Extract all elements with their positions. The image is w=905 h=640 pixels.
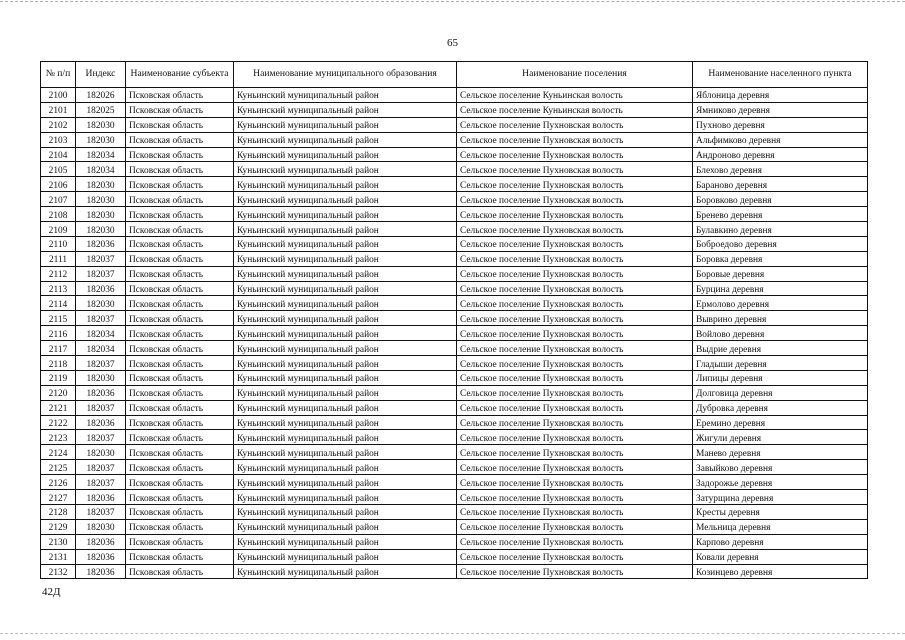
cell-municipality: Куньинский муниципальный район xyxy=(234,296,457,311)
cell-locality: Блехово деревня xyxy=(693,162,868,177)
cell-subject: Псковская область xyxy=(126,177,234,192)
cell-number: 2109 xyxy=(41,222,76,237)
cell-locality: Бренево деревня xyxy=(693,207,868,222)
cell-municipality: Куньинский муниципальный район xyxy=(234,311,457,326)
table-row xyxy=(41,385,868,400)
cell-index: 182037 xyxy=(76,430,126,445)
table-row xyxy=(41,296,868,311)
cell-number: 2100 xyxy=(41,88,76,103)
cell-number: 2124 xyxy=(41,445,76,460)
table-row xyxy=(41,102,868,117)
cell-index: 182034 xyxy=(76,341,126,356)
cell-municipality: Куньинский муниципальный район xyxy=(234,117,457,132)
cell-index: 182030 xyxy=(76,370,126,385)
cell-subject: Псковская область xyxy=(126,236,234,251)
cell-municipality: Куньинский муниципальный район xyxy=(234,370,457,385)
cell-settlement: Сельское поселение Пухновская волость xyxy=(457,341,693,356)
table-row xyxy=(41,475,868,490)
cell-settlement: Сельское поселение Пухновская волость xyxy=(457,311,693,326)
cell-settlement: Сельское поселение Пухновская волость xyxy=(457,147,693,162)
cell-municipality: Куньинский муниципальный район xyxy=(234,460,457,475)
table-row xyxy=(41,564,868,579)
table-row xyxy=(41,132,868,147)
table-row xyxy=(41,207,868,222)
cell-index: 182036 xyxy=(76,281,126,296)
cell-municipality: Куньинский муниципальный район xyxy=(234,564,457,579)
table-row xyxy=(41,356,868,371)
cell-municipality: Куньинский муниципальный район xyxy=(234,445,457,460)
cell-number: 2120 xyxy=(41,385,76,400)
cell-locality: Козинцево деревня xyxy=(693,564,868,579)
cell-subject: Псковская область xyxy=(126,504,234,519)
table-row xyxy=(41,490,868,505)
cell-subject: Псковская область xyxy=(126,132,234,147)
cell-municipality: Куньинский муниципальный район xyxy=(234,222,457,237)
cell-subject: Псковская область xyxy=(126,445,234,460)
cell-municipality: Куньинский муниципальный район xyxy=(234,534,457,549)
table-row xyxy=(41,326,868,341)
cell-number: 2121 xyxy=(41,400,76,415)
cell-subject: Псковская область xyxy=(126,147,234,162)
cell-municipality: Куньинский муниципальный район xyxy=(234,177,457,192)
cell-locality: Пухново деревня xyxy=(693,117,868,132)
cell-settlement: Сельское поселение Пухновская волость xyxy=(457,490,693,505)
cell-settlement: Сельское поселение Пухновская волость xyxy=(457,162,693,177)
cell-subject: Псковская область xyxy=(126,430,234,445)
cell-subject: Псковская область xyxy=(126,117,234,132)
sheet-code: 42Д xyxy=(42,586,61,598)
cell-index: 182030 xyxy=(76,207,126,222)
page-number: 65 xyxy=(447,37,458,49)
cell-municipality: Куньинский муниципальный район xyxy=(234,266,457,281)
cell-settlement: Сельское поселение Пухновская волость xyxy=(457,117,693,132)
cell-subject: Псковская область xyxy=(126,296,234,311)
cell-settlement: Сельское поселение Пухновская волость xyxy=(457,236,693,251)
cell-municipality: Куньинский муниципальный район xyxy=(234,192,457,207)
cell-municipality: Куньинский муниципальный район xyxy=(234,549,457,564)
cell-number: 2114 xyxy=(41,296,76,311)
cell-municipality: Куньинский муниципальный район xyxy=(234,132,457,147)
cell-number: 2106 xyxy=(41,177,76,192)
cell-locality: Дубровка деревня xyxy=(693,400,868,415)
cell-locality: Ермолово деревня xyxy=(693,296,868,311)
table-row xyxy=(41,415,868,430)
table-row xyxy=(41,341,868,356)
cell-locality: Боровка деревня xyxy=(693,251,868,266)
cell-index: 182037 xyxy=(76,266,126,281)
cell-subject: Псковская область xyxy=(126,356,234,371)
cell-subject: Псковская область xyxy=(126,519,234,534)
cell-number: 2132 xyxy=(41,564,76,579)
cell-settlement: Сельское поселение Куньинская волость xyxy=(457,102,693,117)
cell-locality: Задорожье деревня xyxy=(693,475,868,490)
cell-number: 2105 xyxy=(41,162,76,177)
cell-number: 2104 xyxy=(41,147,76,162)
scan-edge-top xyxy=(0,1,905,4)
table-row xyxy=(41,192,868,207)
cell-index: 182030 xyxy=(76,222,126,237)
table-row xyxy=(41,236,868,251)
cell-index: 182036 xyxy=(76,236,126,251)
table-row xyxy=(41,549,868,564)
cell-settlement: Сельское поселение Куньинская волость xyxy=(457,88,693,103)
cell-subject: Псковская область xyxy=(126,564,234,579)
cell-number: 2118 xyxy=(41,356,76,371)
cell-municipality: Куньинский муниципальный район xyxy=(234,236,457,251)
cell-locality: Долговица деревня xyxy=(693,385,868,400)
cell-municipality: Куньинский муниципальный район xyxy=(234,385,457,400)
cell-settlement: Сельское поселение Пухновская волость xyxy=(457,564,693,579)
cell-index: 182030 xyxy=(76,296,126,311)
cell-municipality: Куньинский муниципальный район xyxy=(234,430,457,445)
table-row xyxy=(41,147,868,162)
cell-municipality: Куньинский муниципальный район xyxy=(234,88,457,103)
cell-locality: Яблоница деревня xyxy=(693,88,868,103)
cell-settlement: Сельское поселение Пухновская волость xyxy=(457,460,693,475)
cell-number: 2102 xyxy=(41,117,76,132)
cell-subject: Псковская область xyxy=(126,534,234,549)
table-row xyxy=(41,534,868,549)
cell-locality: Боровые деревня xyxy=(693,266,868,281)
cell-index: 182030 xyxy=(76,132,126,147)
cell-settlement: Сельское поселение Пухновская волость xyxy=(457,222,693,237)
table-header xyxy=(41,62,868,88)
cell-locality: Андроново деревня xyxy=(693,147,868,162)
cell-municipality: Куньинский муниципальный район xyxy=(234,475,457,490)
cell-index: 182030 xyxy=(76,177,126,192)
col-header-locality: Наименование населенного пункта xyxy=(693,62,868,88)
cell-subject: Псковская область xyxy=(126,400,234,415)
cell-number: 2108 xyxy=(41,207,76,222)
cell-municipality: Куньинский муниципальный район xyxy=(234,147,457,162)
table-row xyxy=(41,460,868,475)
cell-locality: Булавкино деревня xyxy=(693,222,868,237)
table-row xyxy=(41,281,868,296)
cell-index: 182036 xyxy=(76,385,126,400)
cell-number: 2119 xyxy=(41,370,76,385)
cell-index: 182036 xyxy=(76,415,126,430)
cell-settlement: Сельское поселение Пухновская волость xyxy=(457,132,693,147)
cell-settlement: Сельское поселение Пухновская волость xyxy=(457,445,693,460)
cell-settlement: Сельское поселение Пухновская волость xyxy=(457,385,693,400)
cell-index: 182036 xyxy=(76,490,126,505)
cell-locality: Бурцина деревня xyxy=(693,281,868,296)
cell-index: 182025 xyxy=(76,102,126,117)
cell-municipality: Куньинский муниципальный район xyxy=(234,415,457,430)
cell-municipality: Куньинский муниципальный район xyxy=(234,356,457,371)
cell-subject: Псковская область xyxy=(126,192,234,207)
cell-subject: Псковская область xyxy=(126,460,234,475)
col-header-municipality: Наименование муниципального образования xyxy=(234,62,457,88)
table-row xyxy=(41,519,868,534)
cell-locality: Войлово деревня xyxy=(693,326,868,341)
table-row xyxy=(41,251,868,266)
cell-subject: Псковская область xyxy=(126,341,234,356)
cell-settlement: Сельское поселение Пухновская волость xyxy=(457,400,693,415)
cell-settlement: Сельское поселение Пухновская волость xyxy=(457,207,693,222)
cell-settlement: Сельское поселение Пухновская волость xyxy=(457,296,693,311)
cell-subject: Псковская область xyxy=(126,549,234,564)
cell-index: 182037 xyxy=(76,504,126,519)
cell-municipality: Куньинский муниципальный район xyxy=(234,162,457,177)
cell-locality: Карпово деревня xyxy=(693,534,868,549)
cell-number: 2129 xyxy=(41,519,76,534)
cell-locality: Боровково деревня xyxy=(693,192,868,207)
cell-subject: Псковская область xyxy=(126,162,234,177)
cell-index: 182037 xyxy=(76,311,126,326)
cell-municipality: Куньинский муниципальный район xyxy=(234,281,457,296)
cell-settlement: Сельское поселение Пухновская волость xyxy=(457,475,693,490)
col-header-number: № п/п xyxy=(41,62,76,88)
cell-subject: Псковская область xyxy=(126,326,234,341)
cell-number: 2130 xyxy=(41,534,76,549)
cell-subject: Псковская область xyxy=(126,490,234,505)
cell-locality: Еремино деревня xyxy=(693,415,868,430)
cell-number: 2117 xyxy=(41,341,76,356)
cell-settlement: Сельское поселение Пухновская волость xyxy=(457,266,693,281)
cell-subject: Псковская область xyxy=(126,415,234,430)
cell-subject: Псковская область xyxy=(126,370,234,385)
cell-number: 2123 xyxy=(41,430,76,445)
cell-index: 182030 xyxy=(76,192,126,207)
cell-settlement: Сельское поселение Пухновская волость xyxy=(457,504,693,519)
cell-locality: Бараново деревня xyxy=(693,177,868,192)
table-row xyxy=(41,88,868,103)
cell-municipality: Куньинский муниципальный район xyxy=(234,251,457,266)
cell-index: 182036 xyxy=(76,564,126,579)
cell-subject: Псковская область xyxy=(126,281,234,296)
cell-settlement: Сельское поселение Пухновская волость xyxy=(457,534,693,549)
cell-number: 2127 xyxy=(41,490,76,505)
cell-municipality: Куньинский муниципальный район xyxy=(234,490,457,505)
cell-index: 182034 xyxy=(76,326,126,341)
cell-number: 2101 xyxy=(41,102,76,117)
cell-locality: Мельница деревня xyxy=(693,519,868,534)
cell-municipality: Куньинский муниципальный район xyxy=(234,341,457,356)
cell-settlement: Сельское поселение Пухновская волость xyxy=(457,519,693,534)
cell-municipality: Куньинский муниципальный район xyxy=(234,519,457,534)
table-row xyxy=(41,177,868,192)
cell-locality: Выврино деревня xyxy=(693,311,868,326)
settlements-table xyxy=(40,61,868,579)
cell-subject: Псковская область xyxy=(126,88,234,103)
cell-settlement: Сельское поселение Пухновская волость xyxy=(457,430,693,445)
cell-index: 182037 xyxy=(76,460,126,475)
cell-index: 182030 xyxy=(76,117,126,132)
cell-settlement: Сельское поселение Пухновская волость xyxy=(457,415,693,430)
table-row xyxy=(41,162,868,177)
cell-locality: Альфимково деревня xyxy=(693,132,868,147)
cell-number: 2131 xyxy=(41,549,76,564)
col-header-settlement: Наименование поселения xyxy=(457,62,693,88)
cell-municipality: Куньинский муниципальный район xyxy=(234,207,457,222)
cell-locality: Ковали деревня xyxy=(693,549,868,564)
cell-settlement: Сельское поселение Пухновская волость xyxy=(457,370,693,385)
cell-number: 2126 xyxy=(41,475,76,490)
cell-number: 2112 xyxy=(41,266,76,281)
cell-number: 2122 xyxy=(41,415,76,430)
cell-number: 2115 xyxy=(41,311,76,326)
cell-municipality: Куньинский муниципальный район xyxy=(234,326,457,341)
cell-subject: Псковская область xyxy=(126,311,234,326)
cell-locality: Кресты деревня xyxy=(693,504,868,519)
cell-settlement: Сельское поселение Пухновская волость xyxy=(457,281,693,296)
cell-locality: Жигули деревня xyxy=(693,430,868,445)
col-header-index: Индекс xyxy=(76,62,126,88)
cell-subject: Псковская область xyxy=(126,475,234,490)
cell-number: 2116 xyxy=(41,326,76,341)
cell-number: 2107 xyxy=(41,192,76,207)
cell-index: 182036 xyxy=(76,534,126,549)
cell-municipality: Куньинский муниципальный район xyxy=(234,504,457,519)
col-header-subject: Наименование субъекта xyxy=(126,62,234,88)
table-row xyxy=(41,311,868,326)
cell-number: 2110 xyxy=(41,236,76,251)
cell-settlement: Сельское поселение Пухновская волость xyxy=(457,177,693,192)
table-row xyxy=(41,430,868,445)
cell-locality: Завыйково деревня xyxy=(693,460,868,475)
cell-subject: Псковская область xyxy=(126,266,234,281)
table-row xyxy=(41,445,868,460)
cell-subject: Псковская область xyxy=(126,222,234,237)
cell-subject: Псковская область xyxy=(126,102,234,117)
cell-settlement: Сельское поселение Пухновская волость xyxy=(457,326,693,341)
cell-index: 182037 xyxy=(76,475,126,490)
table-header-row xyxy=(41,62,868,88)
cell-number: 2113 xyxy=(41,281,76,296)
table-row xyxy=(41,222,868,237)
cell-settlement: Сельское поселение Пухновская волость xyxy=(457,356,693,371)
cell-index: 182026 xyxy=(76,88,126,103)
cell-municipality: Куньинский муниципальный район xyxy=(234,102,457,117)
cell-locality: Гладыши деревня xyxy=(693,356,868,371)
cell-number: 2103 xyxy=(41,132,76,147)
table-row xyxy=(41,504,868,519)
cell-index: 182037 xyxy=(76,251,126,266)
cell-index: 182034 xyxy=(76,147,126,162)
scan-edge-bottom xyxy=(0,633,905,637)
cell-settlement: Сельское поселение Пухновская волость xyxy=(457,549,693,564)
cell-index: 182037 xyxy=(76,400,126,415)
table-body xyxy=(41,88,868,579)
cell-settlement: Сельское поселение Пухновская волость xyxy=(457,192,693,207)
cell-number: 2125 xyxy=(41,460,76,475)
cell-settlement: Сельское поселение Пухновская волость xyxy=(457,251,693,266)
table-row xyxy=(41,400,868,415)
cell-index: 182030 xyxy=(76,519,126,534)
cell-index: 182030 xyxy=(76,445,126,460)
cell-locality: Боброедово деревня xyxy=(693,236,868,251)
table-row xyxy=(41,117,868,132)
table-row xyxy=(41,266,868,281)
table-row xyxy=(41,370,868,385)
cell-subject: Псковская область xyxy=(126,385,234,400)
cell-number: 2111 xyxy=(41,251,76,266)
cell-subject: Псковская область xyxy=(126,251,234,266)
cell-locality: Ямниково деревня xyxy=(693,102,868,117)
cell-locality: Липицы деревня xyxy=(693,370,868,385)
cell-municipality: Куньинский муниципальный район xyxy=(234,400,457,415)
cell-subject: Псковская область xyxy=(126,207,234,222)
cell-index: 182036 xyxy=(76,549,126,564)
cell-index: 182037 xyxy=(76,356,126,371)
cell-locality: Выдрие деревня xyxy=(693,341,868,356)
cell-number: 2128 xyxy=(41,504,76,519)
cell-locality: Затурщина деревня xyxy=(693,490,868,505)
cell-locality: Манево деревня xyxy=(693,445,868,460)
cell-index: 182034 xyxy=(76,162,126,177)
